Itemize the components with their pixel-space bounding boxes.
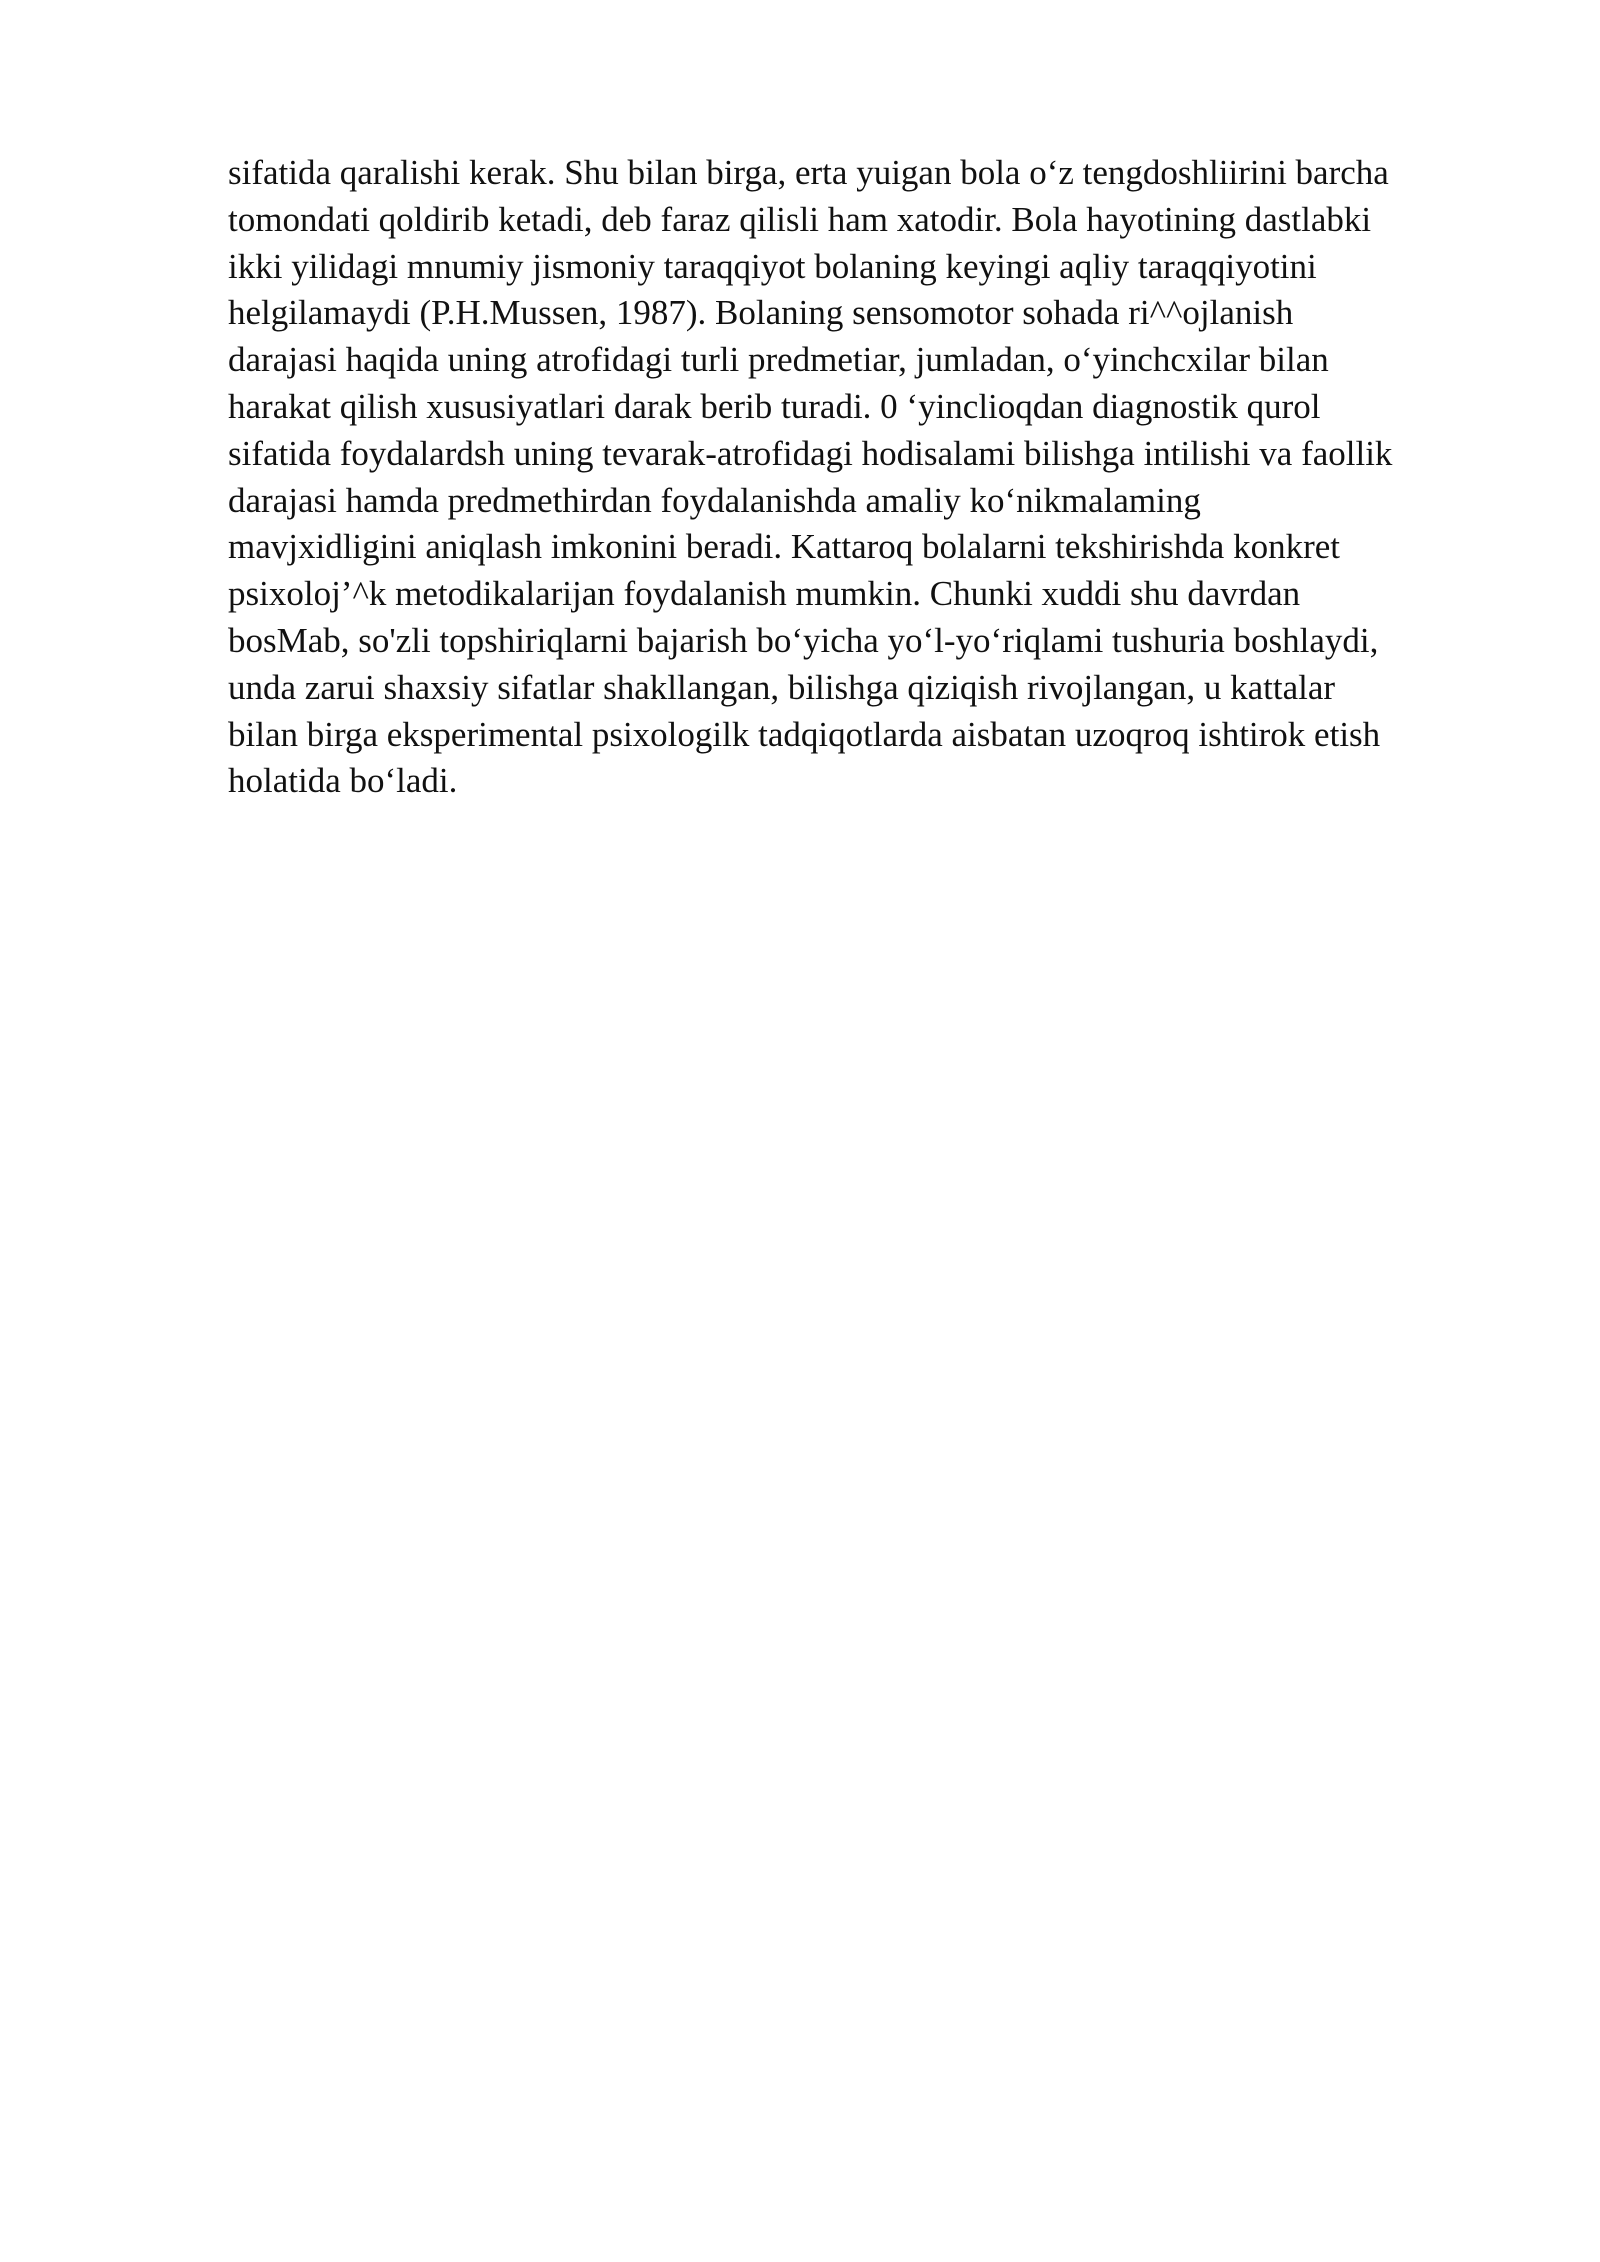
text-line-13: bilan birga eksperimental psixologilk tadqiqotlarda aisbatan uzoqroq ishtirok etish [228,714,1381,754]
text-line-7: sifatida foydalardsh uning tevarak-atrofidagi hodisalami bilishga intilishi va faollik [228,433,1393,473]
text-line-8: darajasi hamda predmethirdan foydalanishda amaliy ko‘nikmalaming [228,480,1201,520]
text-line-4: helgilamaydi (P.H.Mussen, 1987). Bolaning sensomotor sohada ri^^ojlanish [228,293,1294,333]
text-line-2: tomondati qoldirib ketadi, deb faraz qilisli ham xatodir. Bola hayotining dastlabki [228,199,1372,239]
text-line-11: bosMab, so'zli topshiriqlarni bajarish bo‘yicha yo‘l-yo‘riqlami tushuria boshlaydi, [228,620,1379,660]
text-line-5: darajasi haqida uning atrofidagi turli predmetiar, jumladan, o‘yinchcxilar bilan [228,340,1329,380]
text-line-3: ikki yilidagi mnumiy jismoniy taraqqiyot bolaning keyingi aqliy taraqqiyotini [228,246,1317,286]
text-line-9: mavjxidligini aniqlash imkonini beradi. Kattaroq bolalarni tekshirishda konkret [228,527,1340,567]
text-line-12: unda zarui shaxsiy sifatlar shakllangan, bilishga qiziqish rivojlangan, u kattalar [228,667,1336,707]
text-line-6: harakat qilish xususiyatlari darak berib turadi. 0 ‘yinclioqdan diagnostik qurol [228,386,1321,426]
text-line-10: psixoloj’^k metodikalarijan foydalanish mumkin. Chunki xuddi shu davrdan [228,574,1301,614]
text-line-1: sifatida qaralishi kerak. Shu bilan birga, erta yuigan bola o‘z tengdoshliirini barcha [228,153,1389,192]
body-paragraph [228,150,1518,805]
text-line-14: holatida bo‘ladi. [228,761,458,801]
